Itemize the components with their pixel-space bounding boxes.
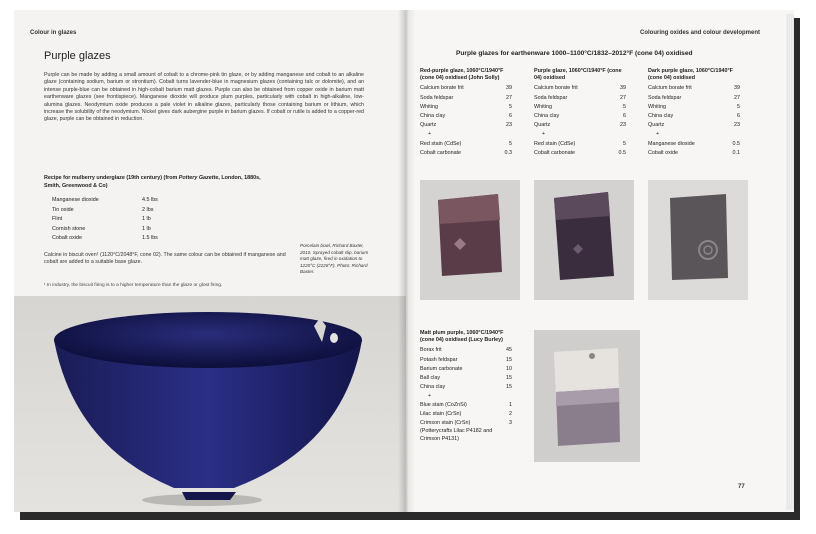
ingredient-row: Barium carbonate 10 bbox=[420, 365, 512, 372]
ingredient-row: Calcium borate frit 39 bbox=[534, 85, 626, 92]
glaze-column-red-purple bbox=[420, 68, 512, 158]
ingredient-row: Cobalt carbonate 0.3 bbox=[420, 149, 512, 156]
ingredient-row: Manganese dioxide 0.5 bbox=[648, 140, 740, 147]
ingredient-row: Quartz 23 bbox=[420, 122, 512, 129]
recipe-title: Recipe for mulberry underglaze (19th century) (from Pottery Gazette, London, 1880s, Smith, Greenwood & Co) bbox=[44, 175, 261, 189]
photo-caption: Porcelain bowl, Richard Baxter, 2010. Sprayed cobalt slip, barium matt glaze, fired in oxidation to 1220°C (2228°F). Photo: Richard Baxter. bbox=[300, 243, 369, 275]
ingredient-row: Cobalt oxide 0.1 bbox=[648, 149, 740, 156]
column-heading: Purple glaze, 1060°C/1940°F (cone 04) oxidised bbox=[534, 68, 622, 82]
ingredient-row: Quartz 23 bbox=[648, 122, 740, 129]
purple-tile-photo bbox=[534, 180, 634, 300]
ingredient-row: Whiting 5 bbox=[420, 103, 512, 110]
ingredient-row: Borax frit 45 bbox=[420, 347, 512, 354]
ingredient-row: China clay 6 bbox=[420, 113, 512, 120]
ingredient-row: Quartz 23 bbox=[534, 122, 626, 129]
recipe-row: Flint 1 lb bbox=[52, 216, 151, 223]
right-running-head: Colouring oxides and colour development bbox=[640, 30, 761, 36]
page-number: 77 bbox=[738, 484, 745, 490]
ingredient-row: + bbox=[428, 131, 432, 138]
ingredient-row: Soda feldspar 27 bbox=[420, 94, 512, 101]
ingredient-row: Crimson stain (CrSn) 3 bbox=[420, 420, 512, 427]
recipe-row: Cobalt oxide 1.5 lbs bbox=[52, 235, 158, 242]
bowl-photo bbox=[14, 296, 406, 512]
ingredient-row: Calcium borate frit 39 bbox=[648, 85, 740, 92]
ingredient-row: China clay 6 bbox=[534, 113, 626, 120]
ingredient-row: + bbox=[656, 131, 660, 138]
matt-plum-recipe bbox=[420, 330, 512, 444]
ingredient-row: Soda feldspar 27 bbox=[534, 94, 626, 101]
ingredient-row: China clay 15 bbox=[420, 383, 512, 390]
recipe-row: Manganese dioxide 4.5 lbs bbox=[52, 197, 158, 203]
ingredient-row: Cobalt carbonate 0.5 bbox=[534, 149, 626, 156]
book-gutter bbox=[398, 10, 416, 512]
ingredient-row: Soda feldspar 27 bbox=[648, 94, 740, 101]
matt-heading: Matt plum purple, 1060°C/1940°F (cone 04) oxidised (Lucy Burley) bbox=[420, 330, 504, 344]
recipe-row: Cornish stone 1 lb bbox=[52, 225, 151, 232]
matt-plum-tile-photo bbox=[534, 330, 640, 462]
ingredient-row: Red stain (CdSe) 5 bbox=[534, 140, 626, 147]
ingredient-row: China clay 6 bbox=[648, 113, 740, 120]
column-heading: Dark purple glaze, 1060°C/1940°F (cone 04) oxidised bbox=[648, 68, 733, 82]
ingredient-row: Blue stain (CoZnSi) 1 bbox=[420, 401, 512, 408]
recipe-list bbox=[52, 196, 158, 244]
body-paragraph: Purple can be made by adding a small amount of cobalt to a chrome-pink tin glaze, or by adding manganese and cobalt to an alkaline glaze (containing sodium, barium or strontium). Cobalt turns lavender-blue in magnesium glazes (containing talc or dolomite), and an intense purple-blue can be obtained in high-cobalt barium matt glazes. Purple can also be obtained from copper oxide in barium matt earthenware glazes (see frontispiece). Manganese dioxide will produce plum purples, particularly with cobalt in high-alkaline, low-alumina glazes. Neodymium oxide produces a pale violet in alkaline glazes, particularly those containing barium or lithium, which increase the solubility of the neodymium. Nickel gives dark aubergine purple in barium glazes. If cobalt or rutile is added to a copper-red glaze, purple can be obtained in reduction. bbox=[44, 72, 364, 123]
ingredient-row: Whiting 5 bbox=[648, 103, 740, 110]
ingredient-row: Lilac stain (CrSn) 2 bbox=[420, 411, 512, 418]
ingredient-row: Calcium borate frit 39 bbox=[420, 85, 512, 92]
calcine-note: Calcine in biscuit oven¹ (1120°C/2048°F, cone 02). The same colour can be obtained if manganese and cobalt are added to a suitable base glaze. bbox=[44, 252, 286, 266]
glaze-column-dark-purple bbox=[648, 68, 740, 158]
ingredient-row: Whiting 5 bbox=[534, 103, 626, 110]
page-edges bbox=[786, 14, 794, 510]
left-running-head: Colour in glazes bbox=[30, 30, 77, 36]
ingredient-row: + bbox=[542, 131, 546, 138]
ingredient-row: Ball clay 15 bbox=[420, 374, 512, 381]
dark-purple-tile-photo bbox=[648, 180, 748, 300]
ingredient-row: + bbox=[428, 392, 432, 399]
footnote: ¹ In industry, the biscuit firing is to a higher temperature than the glaze or glost firing. bbox=[44, 283, 223, 288]
table-title: Purple glazes for earthenware 1000–1100°C/1832–2012°F (cone 04) oxidised bbox=[456, 50, 693, 57]
ingredient-row: Red stain (CdSe) 5 bbox=[420, 140, 512, 147]
glaze-column-purple bbox=[534, 68, 626, 158]
recipe-row: Tin oxide 2 lbs bbox=[52, 206, 154, 213]
page-title: Purple glazes bbox=[44, 50, 111, 62]
ingredient-row: Potash feldspar 15 bbox=[420, 356, 512, 363]
red-purple-tile-photo bbox=[420, 180, 520, 300]
stain-note: (Potterycrafts Lilac P4182 and Crimson P4131) bbox=[420, 428, 493, 443]
column-heading: Red-purple glaze, 1060°C/1940°F (cone 04) oxidised (John Solly) bbox=[420, 68, 504, 82]
